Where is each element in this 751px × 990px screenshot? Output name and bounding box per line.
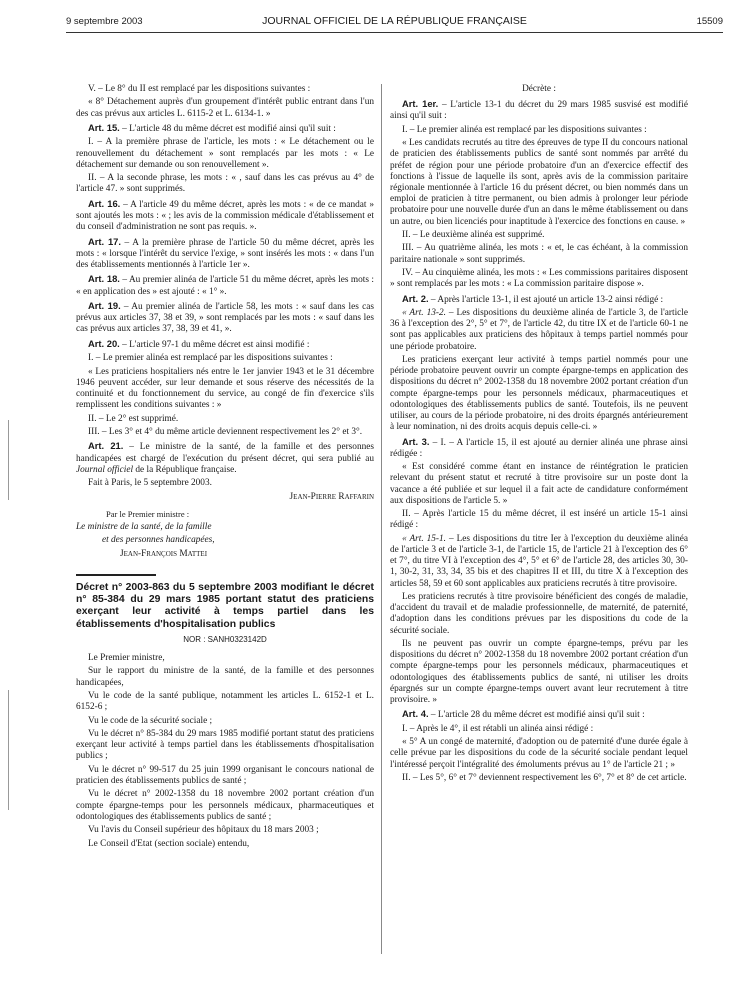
quoted-article-lead: « Art. 13-2.: [402, 307, 446, 318]
paragraph: I. – Après le 4°, il est rétabli un alinéa ainsi rédigé :: [402, 723, 594, 734]
article-text: – Au premier alinéa de l'article 58, les mots : « sauf dans les cas prévus aux articles 37, 38 et 39, » sont remplacés par les mots : « sauf dans les cas prévus aux articles 37, 38, 39 et 41, ».: [76, 301, 374, 335]
column-divider: [381, 84, 382, 954]
visa: Vu le décret n° 2002-1358 du 18 novembre 2002 portant création d'un compte épargne-temps pour les personnels médicaux, pharmaceutiques et odontologiques des établissements publics de santé ;: [76, 789, 374, 822]
page-header: [66, 14, 723, 30]
nor-reference: NOR : SANH0323142D: [183, 634, 267, 644]
signature-minister: Jean-François Mattei: [120, 548, 208, 559]
article-label: Art. 15.: [88, 121, 120, 133]
header-page-number: 15509: [696, 16, 723, 27]
article-text: de la République française.: [133, 464, 237, 475]
quoted-text: – Les dispositions du titre Ier à l'exception du deuxième alinéa de l'article 3 et de l'article 3-1, de l'article 15, de l'article 21 à l'exception des 6° et 7°, du titre VI à l'exception des 4°, 5° et 6° de l'article 28, des articles 30, 30-1, 30-2, 31, 33, 34, 35 bis et des chapitres II et III, du titre X à l'exception des articles 58, 59 et 60 sont applicables aux praticiens recrutés à titre provisoire.: [390, 533, 689, 589]
visa: Vu le code de la santé publique, notamment les articles L. 6152-1 et L. 6152-6 ;: [76, 691, 374, 713]
decree-title: Décret n° 2003-863 du 5 septembre 2003 modifiant le décret n° 85-384 du 29 mars 1985 portant statut des praticiens exerçant leur activité à temps partiel dans les établissements d'hospitalisation publics: [76, 582, 374, 630]
header-journal-title: JOURNAL OFFICIEL DE LA RÉPUBLIQUE FRANÇAISE: [262, 15, 527, 27]
quoted-article-15-1: [390, 534, 688, 590]
article-text: – Au premier alinéa de l'article 51 du même décret, après les mots : « en application des » est ajouté : « 1° ».: [76, 275, 374, 297]
article-label: Art. 18.: [88, 273, 120, 285]
quoted-paragraph: « Est considéré comme étant en instance de réintégration le praticien relevant du présent statut et recruté à titre provisoire sur un poste dont la vacance a été publiée et sur lequel il a fait acte de candidature conformément aux dispositions de l'article 5. »: [390, 462, 688, 506]
article-3: [390, 436, 688, 460]
article-1: [390, 98, 688, 122]
article-17: [76, 236, 374, 272]
article-2: [390, 293, 688, 306]
paragraph: II. – Les 5°, 6° et 7° deviennent respectivement les 6°, 7° et 8° de cet article.: [402, 772, 687, 783]
paragraph: Le Premier ministre,: [88, 653, 165, 664]
minister-line-2: et des personnes handicapées,: [102, 535, 215, 546]
article-19: [76, 300, 374, 336]
article-label: Art. 1er.: [402, 98, 439, 110]
paragraph: I. – Le premier alinéa est remplacé par les dispositions suivantes :: [88, 353, 333, 364]
paragraph: V. – Le 8° du II est remplacé par les dispositions suivantes :: [88, 84, 311, 94]
header-rule: [66, 32, 723, 33]
article-text: – Le ministre de la santé, de la famille et des personnes handicapées est chargé de l'exécution du présent décret, qui sera publié au: [76, 442, 374, 464]
paragraph: II. – Le deuxième alinéa est supprimé.: [402, 230, 545, 240]
paragraph: Sur le rapport du ministre de la santé, de la famille et des personnes handicapées,: [76, 666, 374, 688]
quoted-paragraph: « Les praticiens hospitaliers nés entre le 1er janvier 1943 et le 31 décembre 1946 peuvent accéder, sur leur demande et sous réserve des nécessités de la continuité et du fonctionnement du service, au congé de fin d'exercice s'ils remplissent les conditions suivantes : »: [76, 366, 374, 411]
margin-mark: [8, 690, 9, 810]
minister-line-1: Le ministre de la santé, de la famille: [76, 522, 212, 533]
visa: Vu le décret n° 99-517 du 25 juin 1999 organisant le concours national de praticien des établissements publics de santé ;: [76, 764, 374, 787]
article-21: [76, 440, 374, 476]
article-15: [76, 122, 374, 135]
article-18: [76, 273, 374, 297]
article-label: Art. 16.: [88, 197, 121, 209]
quoted-paragraph: Les praticiens recrutés à titre provisoire bénéficient des congés de maladie, d'accident du travail et de maladie professionnelle, de maternité, de paternité, d'adoption dans les conditions prévues par les dispositions du code de la sécurité sociale.: [390, 591, 688, 636]
paragraph: I. – A la première phrase de l'article, les mots : « Le détachement ou le renouvellement du détachement » sont remplacés par les mots : « Le détachement sur demande ou son renouvellement ».: [76, 137, 374, 170]
visa: Vu le code de la sécurité sociale ;: [88, 715, 213, 726]
quoted-paragraph: Ils ne peuvent pas ouvrir un compte épargne-temps, prévu par les dispositions du décret n° 2002-1358 du 18 novembre 2002 portant création d'un compte épargne-temps pour les personnels médicaux, pharmaceutiques et odontologiques des établissements publics de santé, ni utiliser les droits épargnés sur un compte épargne-temps ouvert avant leur recrutement à titre provisoire. »: [390, 638, 688, 705]
quoted-paragraph: Les praticiens exerçant leur activité à temps partiel nommés pour une période probatoire peuvent ouvrir un compte épargne-temps en application des dispositions du décret n° 2002-1358 du 18 novembre 2002 portant création d'un compte épargne-temps pour les personnels médicaux, pharmaceutiques et odontologiques des établissements publics de santé. Toutefois, ils ne peuvent utiliser, au cours de la période probatoire, ni des droits épargnés antérieurement à leur nomination, ni des droits acquis depuis celle-ci. »: [390, 354, 688, 433]
article-text: – L'article 28 du même décret est modifié ainsi qu'il suit :: [428, 710, 645, 721]
article-text: – L'article 13-1 du décret du 29 mars 1985 susvisé est modifié ainsi qu'il suit :: [390, 100, 688, 122]
article-label: Art. 19.: [88, 299, 121, 311]
visa: Vu l'avis du Conseil supérieur des hôpitaux du 18 mars 2003 ;: [88, 825, 319, 836]
paragraph: I. – Le premier alinéa est remplacé par les dispositions suivantes :: [402, 124, 647, 135]
quoted-paragraph: « Les candidats recrutés au titre des épreuves de type II du concours national de praticien des établissements publics de santé sont nommés par arrêté du préfet de région pour une période probatoire d'un an d'exercice effectif des fonctions à l'issue de laquelle ils sont, après avis de la commission paritaire régionale mentionnée à l'article 16 du présent décret, ou bien nommés dans un emploi de praticien à titre permanent, ou bien admis à prolonger leur période probatoire pour une nouvelle durée d'un an dans le même établissement ou dans un autre, ou bien licenciés pour inaptitude à l'exercice des fonctions en cause. »: [390, 138, 688, 227]
signature-prime-minister: Jean-Pierre Raffarin: [289, 491, 374, 502]
article-text: – I. – A l'article 15, il est ajouté au dernier alinéa une phrase ainsi rédigée :: [390, 437, 688, 459]
paragraph: III. – Les 3° et 4° du même article deviennent respectivement les 2° et 3°.: [88, 426, 363, 437]
article-label: Art. 21.: [88, 440, 124, 452]
decree-separator: [76, 574, 156, 576]
paragraph: II. – A la seconde phrase, les mots : « , sauf dans les cas prévus au 4° de l'article 47. » sont supprimés.: [76, 173, 374, 195]
paragraph: II. – Après l'article 15 du même décret, il est inséré un article 15-1 ainsi rédigé :: [390, 509, 688, 531]
left-column: [76, 84, 374, 852]
margin-mark: [8, 420, 9, 500]
right-column: [390, 84, 688, 786]
article-label: Art. 4.: [402, 708, 429, 720]
paragraph: II. – Le 2° est supprimé.: [88, 413, 179, 424]
by-prime-minister: Par le Premier ministre :: [106, 508, 190, 519]
quoted-text: – Les dispositions du deuxième alinéa de l'article 3, de l'article 36 à l'exception des 2°, 5° et 7°, de l'article 42, du titre IX et de l'article 60-1 ne sont pas applicables aux praticiens des hôpitaux à temps partiel nommés pour une période probatoire.: [390, 307, 688, 352]
article-text: – A l'article 49 du même décret, après les mots : « de ce mandat » sont ajoutés les mots : « ; les avis de la commission médicale d'établissement et du conseil d'administration ne sont pas requis. ».: [76, 199, 374, 233]
article-text: – Après l'article 13-1, il est ajouté un article 13-2 ainsi rédigé :: [428, 294, 664, 305]
article-text: – L'article 48 du même décret est modifié ainsi qu'il suit :: [119, 123, 336, 134]
paragraph: IV. – Au cinquième alinéa, les mots : « Les commissions paritaires disposent » sont remplacés par les mots : « La commission paritaire dispose ».: [390, 267, 688, 290]
visa: Le Conseil d'Etat (section sociale) entendu,: [88, 838, 250, 849]
article-text: – A la première phrase de l'article 50 du même décret, après les mots : « lorsque l'intérêt du service l'exige, » sont insérés les mots : « dans l'un des établissements mentionnés à l'article 1er ».: [76, 237, 374, 270]
journal-officiel-italic: Journal officiel: [76, 464, 134, 475]
article-label: Art. 3.: [402, 435, 430, 447]
article-4: [390, 708, 688, 721]
article-label: Art. 20.: [88, 337, 120, 349]
quoted-paragraph: « 5° A un congé de maternité, d'adoption ou de paternité d'une durée égale à celle prévue par les dispositions du code de la sécurité sociale pendant lequel l'intéressé perçoit l'intégralité des émoluments prévus au 1° de l'article 21 ; »: [390, 737, 688, 770]
paragraph: III. – Au quatrième alinéa, les mots : « et, le cas échéant, à la commission paritaire nationale » sont supprimés.: [390, 243, 688, 265]
quoted-article-lead: « Art. 15-1.: [402, 533, 447, 544]
header-date: 9 septembre 2003: [66, 16, 143, 27]
place-date: Fait à Paris, le 5 septembre 2003.: [88, 478, 212, 489]
visa: Vu le décret n° 85-384 du 29 mars 1985 modifié portant statut des praticiens exerçant leur activité à temps partiel dans les établissements d'hospitalisation publics ;: [76, 729, 374, 762]
article-label: Art. 17.: [88, 235, 122, 247]
paragraph: « 8° Détachement auprès d'un groupement d'intérêt public entrant dans l'un des cas prévus aux articles L. 6115-2 et L. 6134-1. »: [76, 97, 374, 119]
article-label: Art. 2.: [402, 292, 429, 304]
article-20: [76, 338, 374, 351]
article-text: – L'article 97-1 du même décret est ainsi modifié :: [119, 339, 310, 350]
decrees-heading: Décrète :: [522, 84, 556, 94]
quoted-article-13-2: [390, 308, 688, 353]
article-16: [76, 198, 374, 234]
